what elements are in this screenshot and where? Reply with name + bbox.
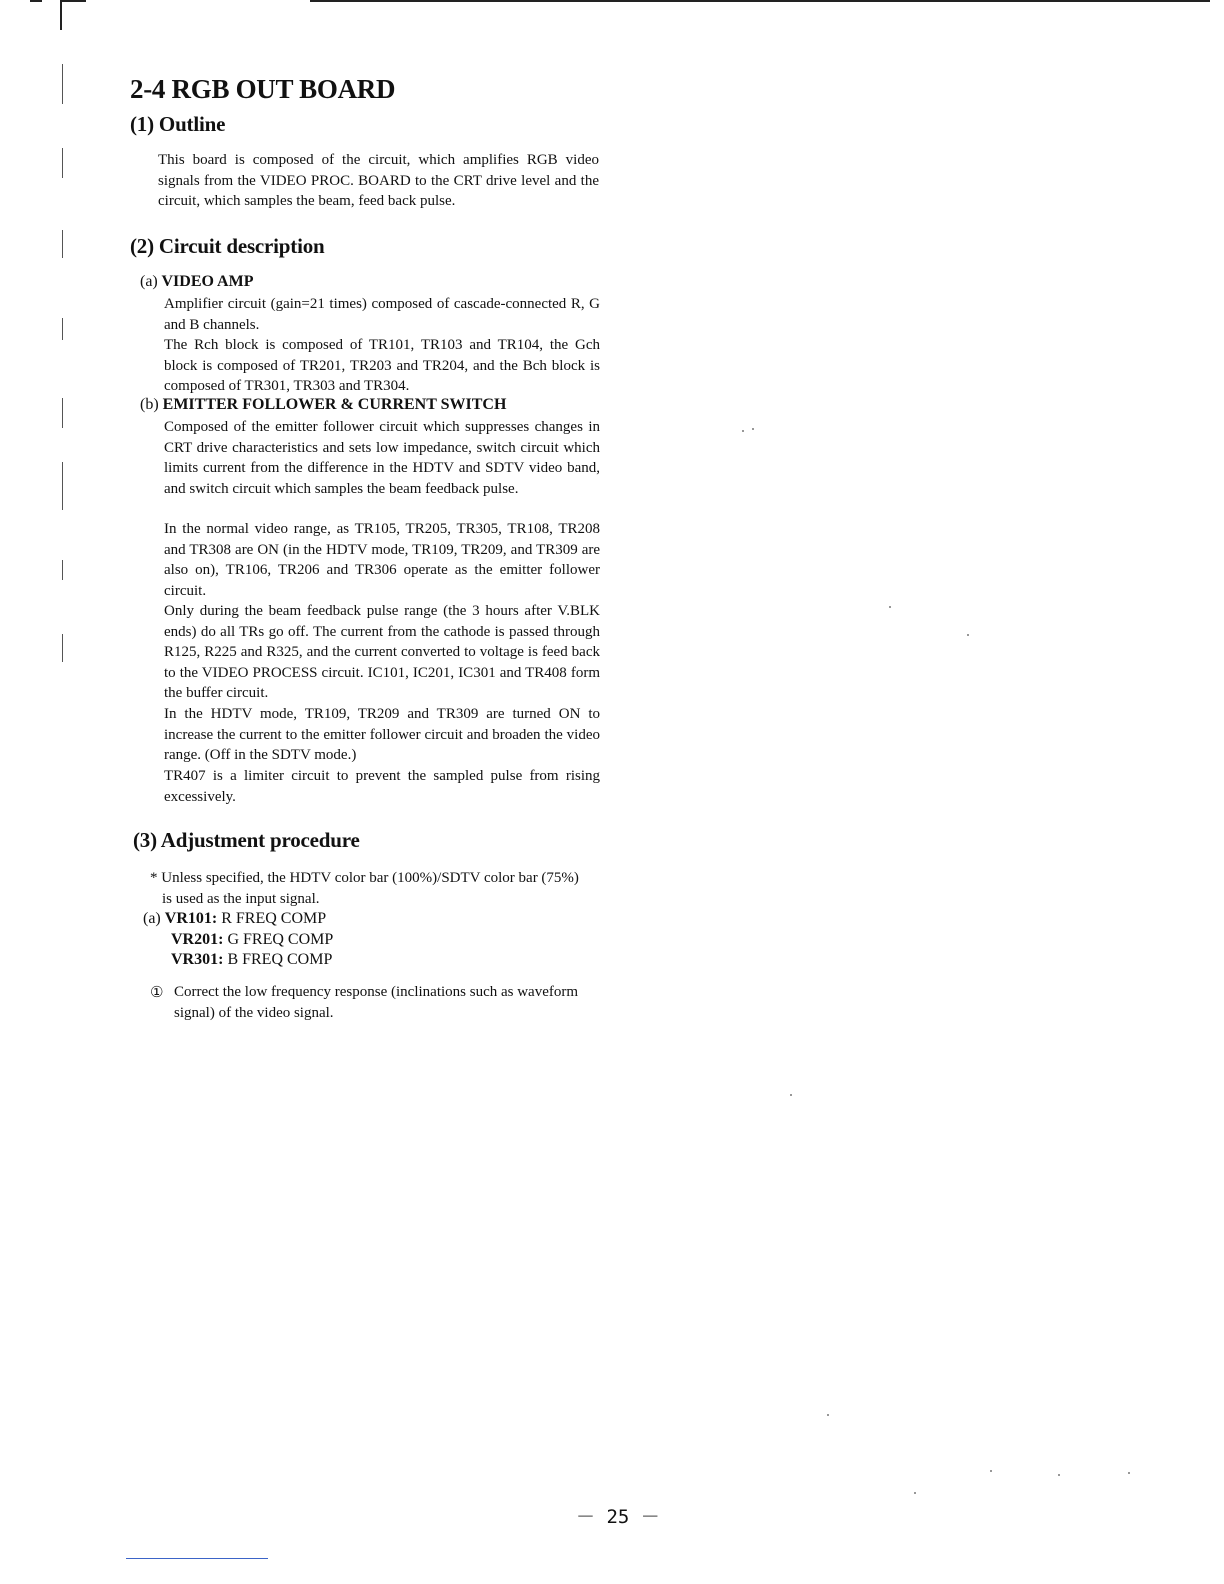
subsection-b-text-3: Only during the beam feedback pulse range (the 3 hours after V.BLK ends) do all TRs go off. The current from the cathode is passed through R125, R225 and R325, and the current converted to voltage is feed back to the VIDEO PROCESS circuit. IC101, IC201, IC301 and TR408 form the buffer circuit. <box>164 603 600 701</box>
adjustment-note: * Unless specified, the HDTV color bar (100%)/SDTV color bar (75%) is used as the input signal. <box>150 870 579 907</box>
subsection-b-text-2: In the normal video range, as TR105, TR205, TR305, TR108, TR208 and TR308 are ON (in the HDTV mode, TR109, TR209, and TR309 are also on), TR106, TR206 and TR306 operate as the emitter follower circuit. <box>164 521 600 599</box>
outline-heading: (1) Outline <box>130 112 226 136</box>
speck <box>1058 1474 1060 1476</box>
vr-id: VR201: <box>171 930 224 948</box>
crop-mark-vertical <box>60 0 62 30</box>
subsection-b-tag: (b) <box>140 396 159 413</box>
speck <box>827 1414 829 1416</box>
page-title: 2-4 RGB OUT BOARD <box>130 74 396 104</box>
vr-id: VR101: <box>164 910 218 927</box>
corner-dash <box>30 0 42 2</box>
adjustment-step-1 <box>150 982 602 1023</box>
margin-mark <box>62 148 63 178</box>
speck <box>990 1470 992 1472</box>
vr-row <box>143 909 333 930</box>
step-1-text: Correct the low frequency response (inclinations such as waveform signal) of the video signal. <box>174 984 579 1021</box>
vr-list <box>143 909 333 971</box>
margin-mark <box>62 398 63 428</box>
vr-label: G FREQ COMP <box>227 930 334 948</box>
subsection-b-text-4: In the HDTV mode, TR109, TR209 and TR309 are turned ON to increase the current to the emitter follower circuit and broaden the video range. (Off in the SDTV mode.) <box>164 706 600 763</box>
adjustment-heading: (3) Adjustment procedure <box>133 828 360 852</box>
speck <box>914 1492 916 1494</box>
subsection-b-heading <box>140 396 506 414</box>
bottom-line <box>126 1558 268 1559</box>
subsection-a-heading <box>140 273 253 291</box>
margin-mark <box>62 230 63 258</box>
vr-label: B FREQ COMP <box>227 951 333 968</box>
step-marker: ① <box>150 983 164 1001</box>
circuit-heading: (2) Circuit description <box>130 234 325 258</box>
vr-row <box>143 950 333 971</box>
subsection-a-tag: (a) <box>140 273 158 290</box>
speck <box>790 1094 792 1096</box>
subsection-a-text-2: The Rch block is composed of TR101, TR103 and TR104, the Gch block is composed of TR201, TR203 and TR204, and the Bch block is composed of TR301, TR303 and TR304. <box>164 337 600 394</box>
crop-mark-horizontal <box>60 0 86 2</box>
margin-mark <box>62 64 63 104</box>
subsection-b-text-1: Composed of the emitter follower circuit which suppresses changes in CRT drive characteristics and sets low impedance, switch circuit which limits current from the difference in the HDTV and SDTV video band, and switch circuit which samples the beam feedback pulse. <box>164 419 600 497</box>
vr-a-tag: (a) <box>143 910 161 927</box>
margin-mark <box>62 634 63 662</box>
subsection-a-title: VIDEO AMP <box>161 273 254 290</box>
subsection-b-title: EMITTER FOLLOWER & CURRENT SWITCH <box>162 396 507 413</box>
page-number: － 25 － <box>576 1506 660 1528</box>
vr-id: VR301: <box>171 951 224 968</box>
subsection-b-text-5: TR407 is a limiter circuit to prevent the sampled pulse from rising excessively. <box>164 768 600 805</box>
speck <box>1128 1472 1130 1474</box>
margin-mark <box>62 462 63 510</box>
top-rule <box>310 0 1210 2</box>
speck <box>742 430 744 432</box>
subsection-a-text-1: Amplifier circuit (gain=21 times) composed of cascade-connected R, G and B channels. <box>164 296 600 333</box>
vr-label: R FREQ COMP <box>221 910 327 927</box>
speck <box>889 606 891 608</box>
margin-mark <box>62 318 63 340</box>
speck <box>752 428 754 430</box>
vr-row <box>143 930 333 951</box>
outline-text: This board is composed of the circuit, which amplifies RGB video signals from the VIDEO PROC. BOARD to the CRT drive level and the circuit, which samples the beam, feed back pulse. <box>158 152 599 209</box>
margin-mark <box>62 560 63 580</box>
speck <box>967 634 969 636</box>
